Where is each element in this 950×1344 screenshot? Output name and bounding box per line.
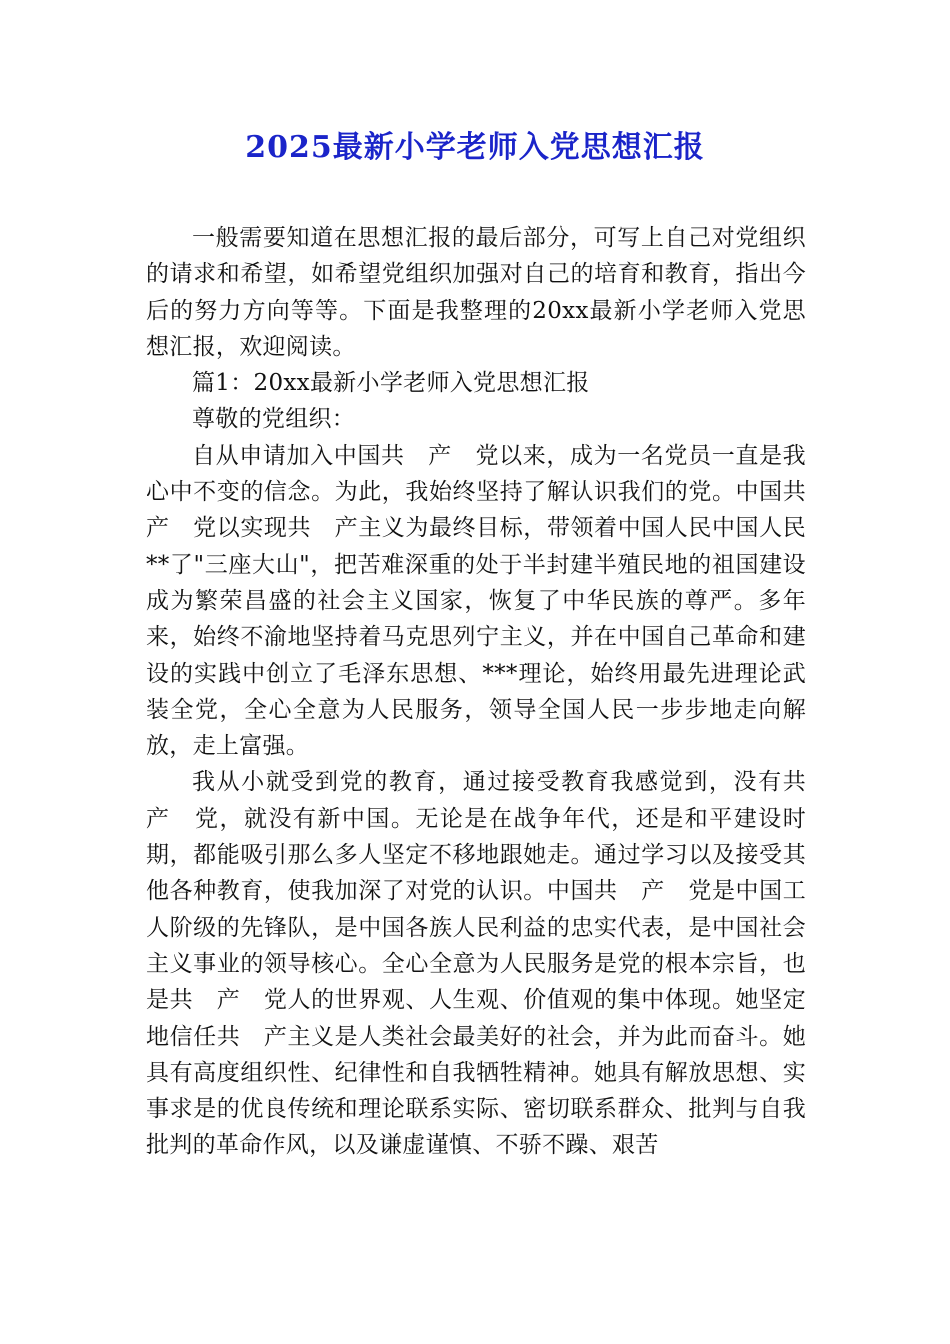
document-body — [146, 220, 830, 1164]
paragraph-body-2: 我从小就受到党的教育，通过接受教育我感觉到，没有共 产 党，就没有新中国。无论是在战争年代，还是和平建设时期，都能吸引那么多人坚定不移地跟她走。通过学习以及接受其他各种教育，使我加深了对党的认识。中国共 产 党是中国工人阶级的先锋队，是中国各族人民利益的忠实代表，是中国社会主义事业的领导核心。全心全意为人民服务是党的根本宗旨，也是共 产 党人的世界观、人生观、价值观的集中体现。她坚定地信任共 产主义是人类社会最美好的社会，并为此而奋斗。她具有高度组织性、纪律性和自我牺牲精神。她具有解放思想、实事求是的优良传统和理论联系实际、密切联系群众、批判与自我批判的革命作风，以及谦虚谨慎、不骄不躁、艰苦 — [146, 769, 830, 1159]
paragraph-body-1: 自从申请加入中国共 产 党以来，成为一名党员一直是我心中不变的信念。为此，我始终坚持了解认识我们的党。中国共 产 党以实现共 产主义为最终目标，带领着中国人民中国人民**了"三座大山"，把苦难深重的处于半封建半殖民地的祖国建设成为繁荣昌盛的社会主义国家，恢复了中华民族的尊严。多年来，始终不渝地坚持着马克思列宁主义，并在中国自己革命和建设的实践中创立了毛泽东思想、***理论，始终用最先进理论武装全党，全心全意为人民服务，领导全国人民一步步地走向解放，走上富强。 — [146, 442, 830, 760]
section-heading: 篇1：20xx最新小学老师入党思想汇报 — [192, 370, 590, 397]
paragraph-intro: 一般需要知道在思想汇报的最后部分，可写上自己对党组织的请求和希望，如希望党组织加强对自己的培育和教育，指出今后的努力方向等等。下面是我整理的20xx最新小学老师入党思想汇报，欢迎阅读。 — [146, 225, 806, 360]
salutation: 尊敬的党组织： — [192, 406, 356, 433]
document-title: 2025最新小学老师入党思想汇报 — [245, 130, 705, 165]
